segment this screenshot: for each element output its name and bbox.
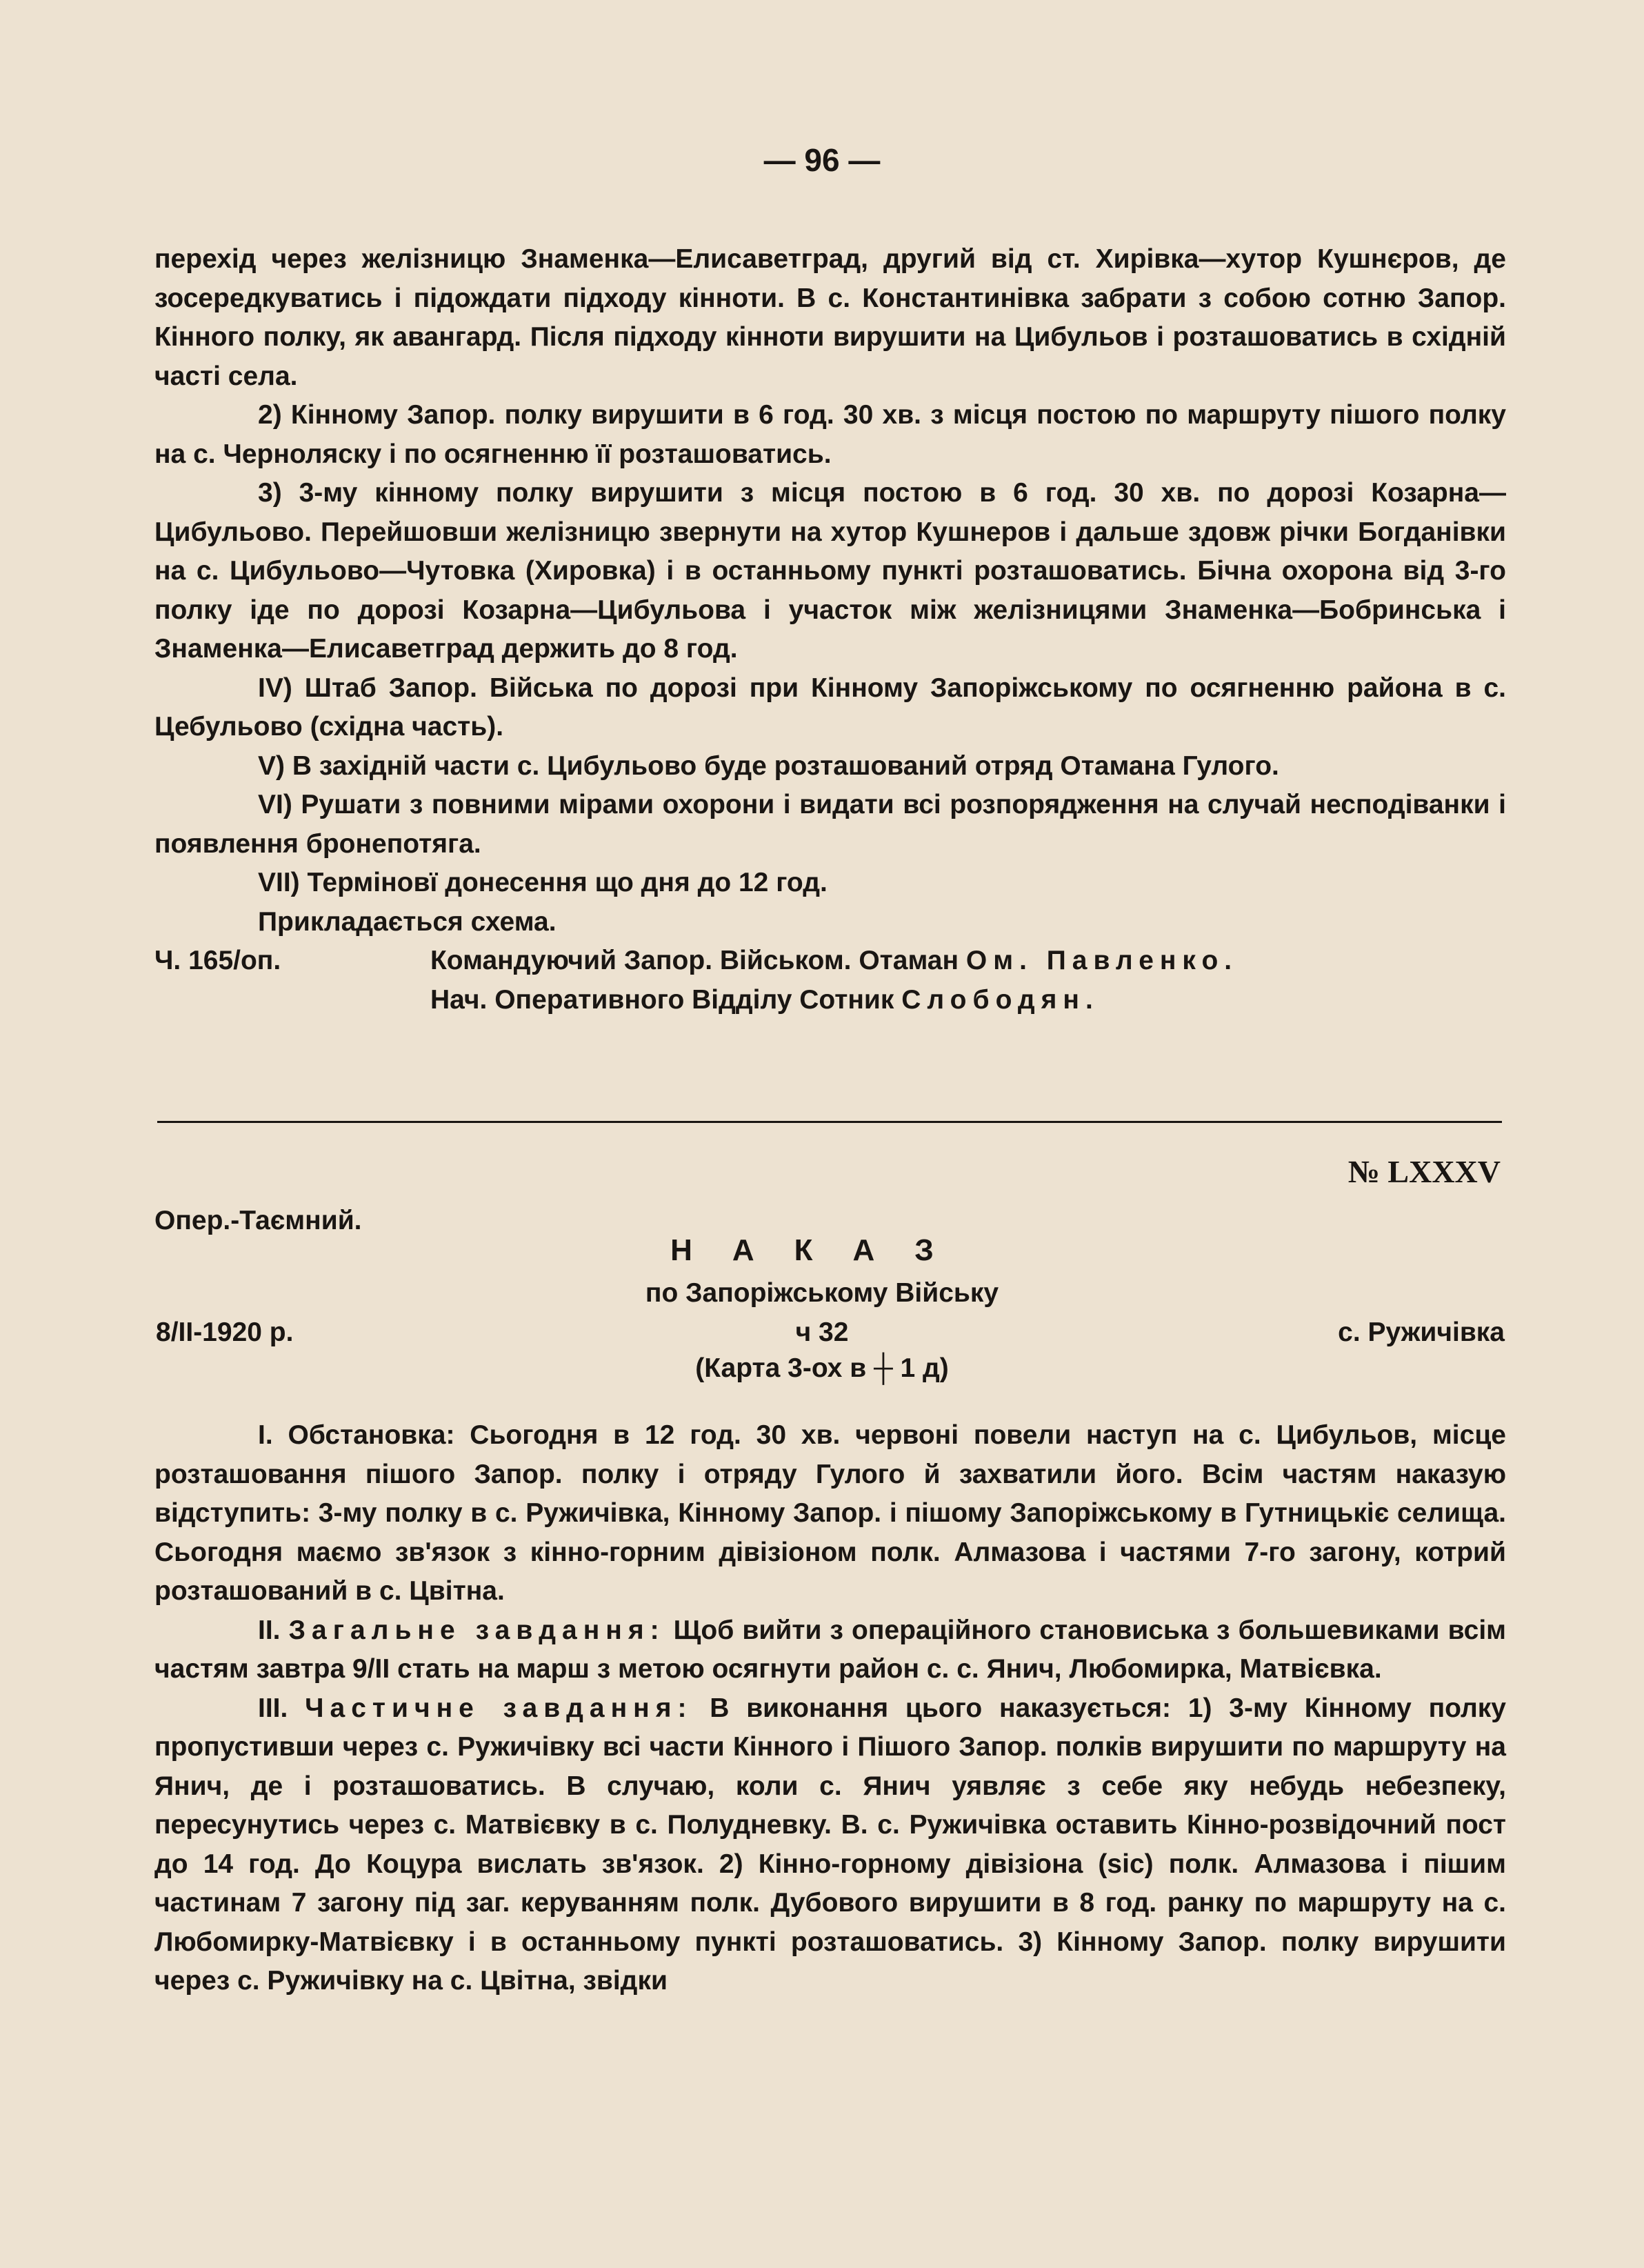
paragraph-6: VI) Рушати з повними мірами охорони і видати всі розпорядження на случай несподіванки і появлення бронепотяга. xyxy=(154,790,1506,859)
paragraph-3: 3) 3-му кінному полку вирушити з місця постою в 6 год. 30 хв. по дорозі Козарна—Цибульово. Перейшовши желізницю звернути на хутор Кушнеров і дальше здовж річки Богданівки на с. Цибульово—Чутовка (Хировка) і в останньому пункті розташоватись. Бічна охорона від 3-го полку іде по дорозі Козарна—Цибульова і участок між желізницями Знаменка—Бобринська і Знаменка—Елисаветград держить до 8 год. xyxy=(154,478,1506,664)
section-divider xyxy=(157,1121,1502,1123)
order-subtitle: по Запоріжському Війську xyxy=(645,1278,999,1308)
order-number: № LXXXV xyxy=(1347,1154,1501,1189)
signatory-2-title: Нач. Оперативного Відділу Сотник xyxy=(430,984,902,1015)
section-1: I. Обстановка: Сьогодня в 12 год. 30 хв. червоні повели наступ на с. Цибульов, місце розташовання пішого Запор. полку і отряду Гулого й захватили його. Всім частям наказую відступить: 3-му полку в с. Ружичівка, Кінному Запор. і пішому Запоріжському в Гутницькіє селища. Сьогодня маємо зв'язок з кінно-горним дівізіоном полк. Алмазова і частями 7-го загону, котрий розташований в с. Цвітна. xyxy=(154,1420,1506,1606)
order-map: (Карта 3-ох в ┼ 1 д) xyxy=(695,1353,949,1383)
section-2 xyxy=(154,1611,1506,1689)
page-number: — 96 — xyxy=(763,142,881,178)
signatory-1-name: Ом. Павленко. xyxy=(965,946,1239,975)
signatory-2 xyxy=(430,981,1506,1020)
top-section xyxy=(154,240,1506,1019)
section-3-text: В виконання цього наказується: 1) 3-му Кінному полку пропустивши через с. Ружичівку всі части Кінного і Пішого Запор. полків вирушити по маршруту на Янич, де і розташоватись. В случаю, коли с. Янич уявляє з себе яку небудь небезпеку, пересунутись через с. Матвієвку в с. Полудневку. В. с. Ружичівка оставить Кінно-розвідочний пост до 14 год. До Коцура вислать зв'язок. 2) Кінно-горному дівізіона (sic) полк. Алмазова і пішим частинам 7 загону під заг. керуванням полк. Дубового вирушити в 8 год. ранку по маршруту на с. Любомирку-Матвієвку і в останньому пункті розташоватись. 3) Кінному Запор. полку вирушити через с. Ружичівку на с. Цвітна, звідки xyxy=(154,1693,1506,1996)
section-3-num: III. xyxy=(258,1693,305,1723)
paragraph-8: Прикладається схема. xyxy=(258,906,557,937)
paragraph-1: перехід через желізницю Знаменка—Елисаветград, другий від ст. Хирівка—хутор Кушнєров, де зосередкуватись і підождати підходу кінноти. В с. Константинівка забрати з собою сотню Запор. Кінного полку, як авангард. Після підходу кінноти вирушити на Цибульов і розташоватись в східній часті села. xyxy=(154,244,1506,391)
classification: Опер.-Таємний. xyxy=(154,1206,362,1235)
section-3-label: Частичне завдання: xyxy=(305,1693,693,1723)
section-3 xyxy=(154,1689,1506,2001)
order-date: 8/II-1920 р. xyxy=(156,1317,294,1347)
signatory-1-title: Командуючий Запор. Військом. Отаман xyxy=(430,946,966,975)
order-body xyxy=(154,1416,1506,2001)
signatories xyxy=(430,942,1506,1019)
signatory-1 xyxy=(430,942,1506,981)
section-2-text: Щоб вийти з операційного становиська з большевиками всім частям завтра 9/II стать на марш з метою осягнути район с. с. Янич, Любомирка, Матвієвка. xyxy=(154,1615,1506,1684)
paragraph-5: V) В західній части с. Цибульово буде розташований отряд Отамана Гулого. xyxy=(258,750,1279,781)
section-2-label: Загальне завдання: xyxy=(288,1615,665,1645)
signature-block xyxy=(154,942,1506,1019)
reference-number: Ч. 165/оп. xyxy=(154,946,281,975)
order-title: НАКАЗ xyxy=(670,1233,974,1267)
order-place: с. Ружичівка xyxy=(1338,1317,1505,1347)
section-2-num: II. xyxy=(258,1615,289,1645)
order-num: ч 32 xyxy=(795,1317,849,1347)
paragraph-7: VII) Терміновї донесення що дня до 12 год. xyxy=(258,868,828,897)
signatory-2-name: Слободян. xyxy=(901,984,1099,1015)
paragraph-4: IV) Штаб Запор. Війська по дорозі при Кінному Запоріжському по осягненню района в с. Цебульово (східна часть). xyxy=(154,673,1506,742)
paragraph-2: 2) Кінному Запор. полку вирушити в 6 год. 30 хв. з місця постою по маршруту пішого полку на с. Черноляску і по осягненню її розташоватись. xyxy=(154,400,1506,469)
